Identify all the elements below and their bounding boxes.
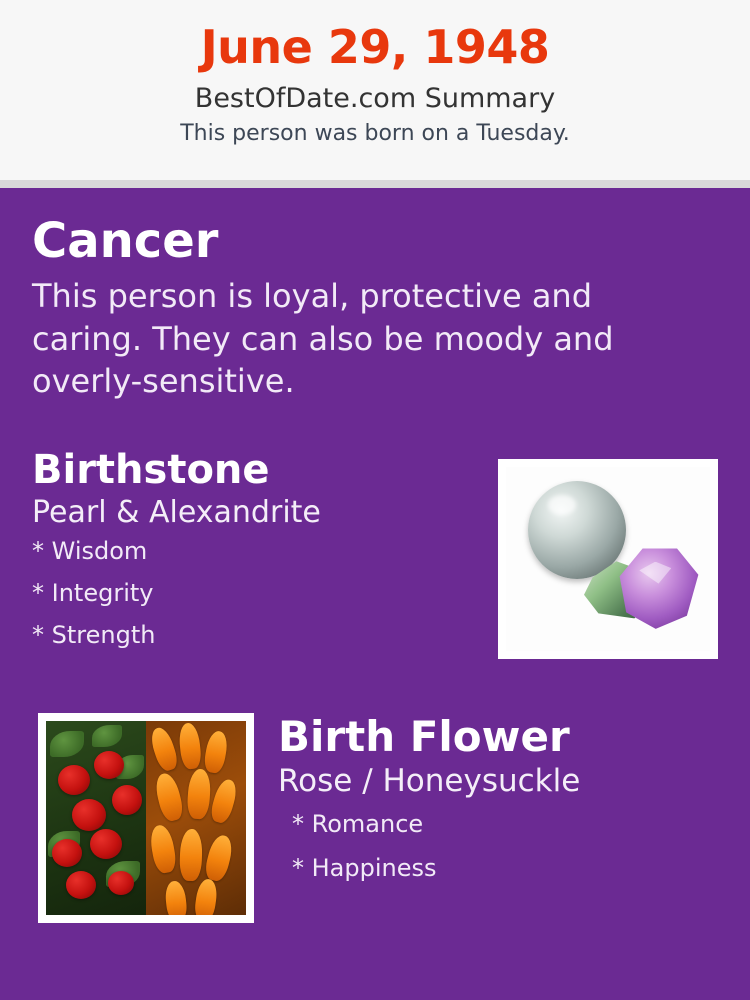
birth-flower-name: Rose / Honeysuckle xyxy=(278,763,581,800)
pearl-shape xyxy=(528,481,626,579)
birth-flower-title: Birth Flower xyxy=(278,711,570,761)
birthstone-trait: * Strength xyxy=(32,620,156,649)
birth-day-statement: This person was born on a Tuesday. xyxy=(180,120,570,146)
birth-flower-image xyxy=(38,713,254,923)
site-summary-label: BestOfDate.com Summary xyxy=(194,82,556,114)
birth-flower-section xyxy=(32,713,718,928)
birthstone-text-block xyxy=(32,447,472,647)
birth-flower-trait: * Happiness xyxy=(292,854,437,883)
birthstone-trait: * Integrity xyxy=(32,578,154,607)
birth-flower-image-inner xyxy=(46,721,246,915)
page-title: June 29, 1948 xyxy=(200,20,550,74)
honeysuckle-photo-half xyxy=(146,721,246,915)
zodiac-section xyxy=(32,214,718,403)
birth-flower-text-block xyxy=(278,711,718,883)
header-divider xyxy=(0,180,750,188)
birthstone-title: Birthstone xyxy=(32,446,270,493)
birthstone-trait: * Wisdom xyxy=(32,536,148,565)
birthstone-name: Pearl & Alexandrite xyxy=(32,494,321,530)
zodiac-sign-title: Cancer xyxy=(32,213,219,269)
zodiac-description: This person is loyal, protective and caring. They can also be moody and overly-sensitive. xyxy=(32,277,614,401)
birthstone-section xyxy=(32,447,718,677)
birth-flower-trait: * Romance xyxy=(292,810,424,839)
header xyxy=(0,0,750,180)
roses-photo-half xyxy=(46,721,146,915)
content-body xyxy=(0,188,750,1000)
birthstone-image xyxy=(498,459,718,659)
birthstone-image-inner xyxy=(506,467,710,651)
